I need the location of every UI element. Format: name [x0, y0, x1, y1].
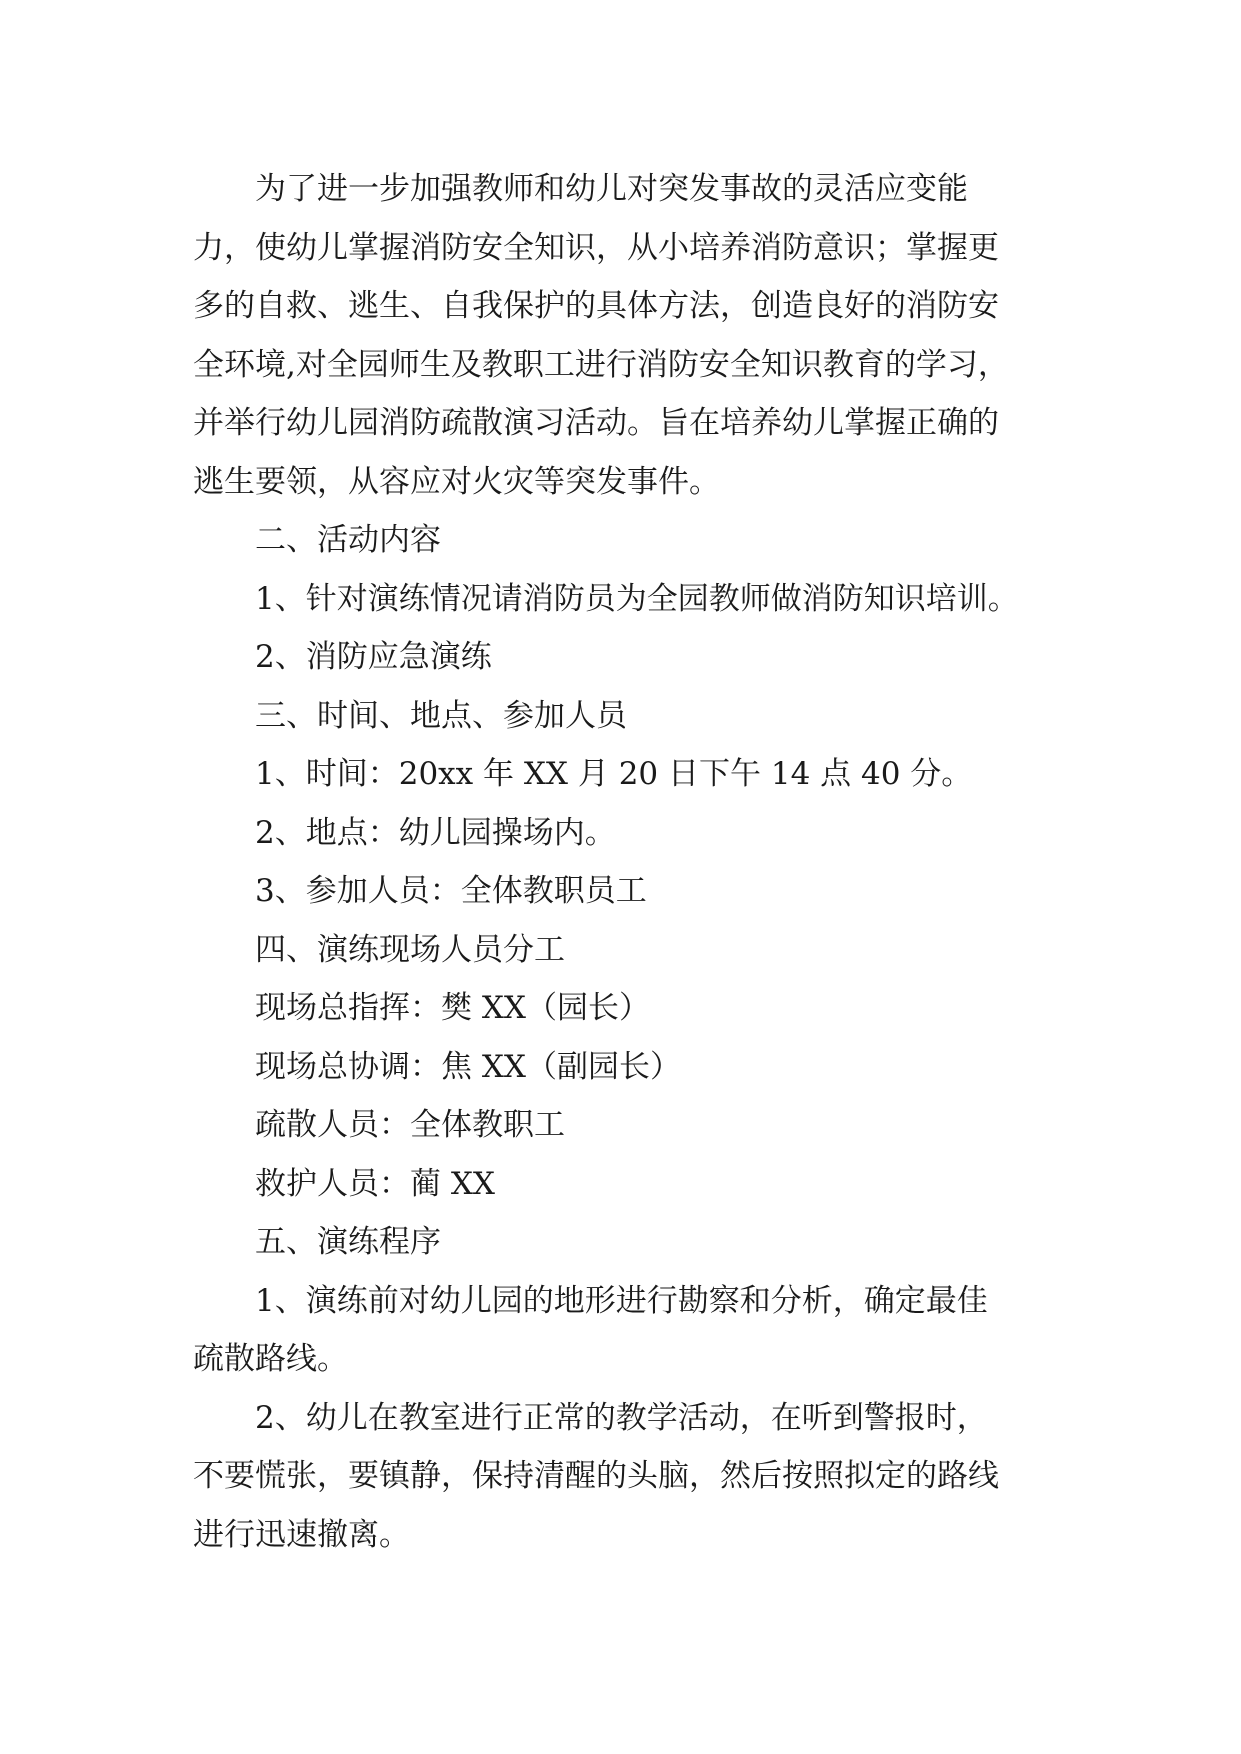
section-heading-time-place: 三、时间、地点、参加人员	[255, 697, 627, 734]
text-line: 全环境,对全园师生及教职工进行消防安全知识教育的学习，	[193, 346, 1009, 383]
text-line: 疏散路线。	[193, 1341, 348, 1377]
list-item: 1、针对演练情况请消防员为全园教师做消防知识培训。	[255, 580, 1019, 617]
text-line: 进行迅速撤离。	[193, 1516, 410, 1553]
list-item: 2、消防应急演练	[255, 639, 492, 675]
text-line: 逃生要领，从容应对火灾等突发事件。	[193, 463, 720, 500]
list-item: 1、时间：20xx 年 XX 月 20 日下午 14 点 40 分。	[255, 756, 973, 792]
section-heading-drill-procedure: 五、演练程序	[255, 1224, 441, 1260]
text-line: 为了进一步加强教师和幼儿对突发事故的灵活应变能	[255, 171, 968, 207]
paragraph-procedure-2	[193, 1389, 1063, 1565]
list-item: 现场总协调：焦 XX（副园长）	[255, 1048, 681, 1085]
list-item: 疏散人员：全体教职工	[255, 1107, 565, 1143]
paragraph-intro	[193, 160, 1063, 511]
section-heading-activity-content: 二、活动内容	[255, 522, 441, 558]
text-line: 2、幼儿在教室进行正常的教学活动，在听到警报时，	[255, 1399, 988, 1436]
text-line: 力，使幼儿掌握消防安全知识，从小培养消防意识；掌握更	[193, 229, 999, 266]
text-line: 并举行幼儿园消防疏散演习活动。旨在培养幼儿掌握正确的	[193, 405, 999, 441]
list-item: 2、地点：幼儿园操场内。	[255, 814, 616, 851]
document-body	[193, 160, 1063, 1564]
text-line: 多的自救、逃生、自我保护的具体方法，创造良好的消防安	[193, 288, 999, 324]
text-line: 不要慌张，要镇静，保持清醒的头脑，然后按照拟定的路线	[193, 1458, 999, 1494]
section-heading-staff-assignment: 四、演练现场人员分工	[255, 931, 565, 968]
list-item: 现场总指挥：樊 XX（园长）	[255, 990, 650, 1026]
list-item: 救护人员：蔺 XX	[255, 1165, 495, 1202]
paragraph-procedure-1	[193, 1272, 1063, 1389]
list-item: 3、参加人员：全体教职员工	[255, 873, 647, 909]
text-line: 1、演练前对幼儿园的地形进行勘察和分析，确定最佳	[255, 1282, 988, 1319]
